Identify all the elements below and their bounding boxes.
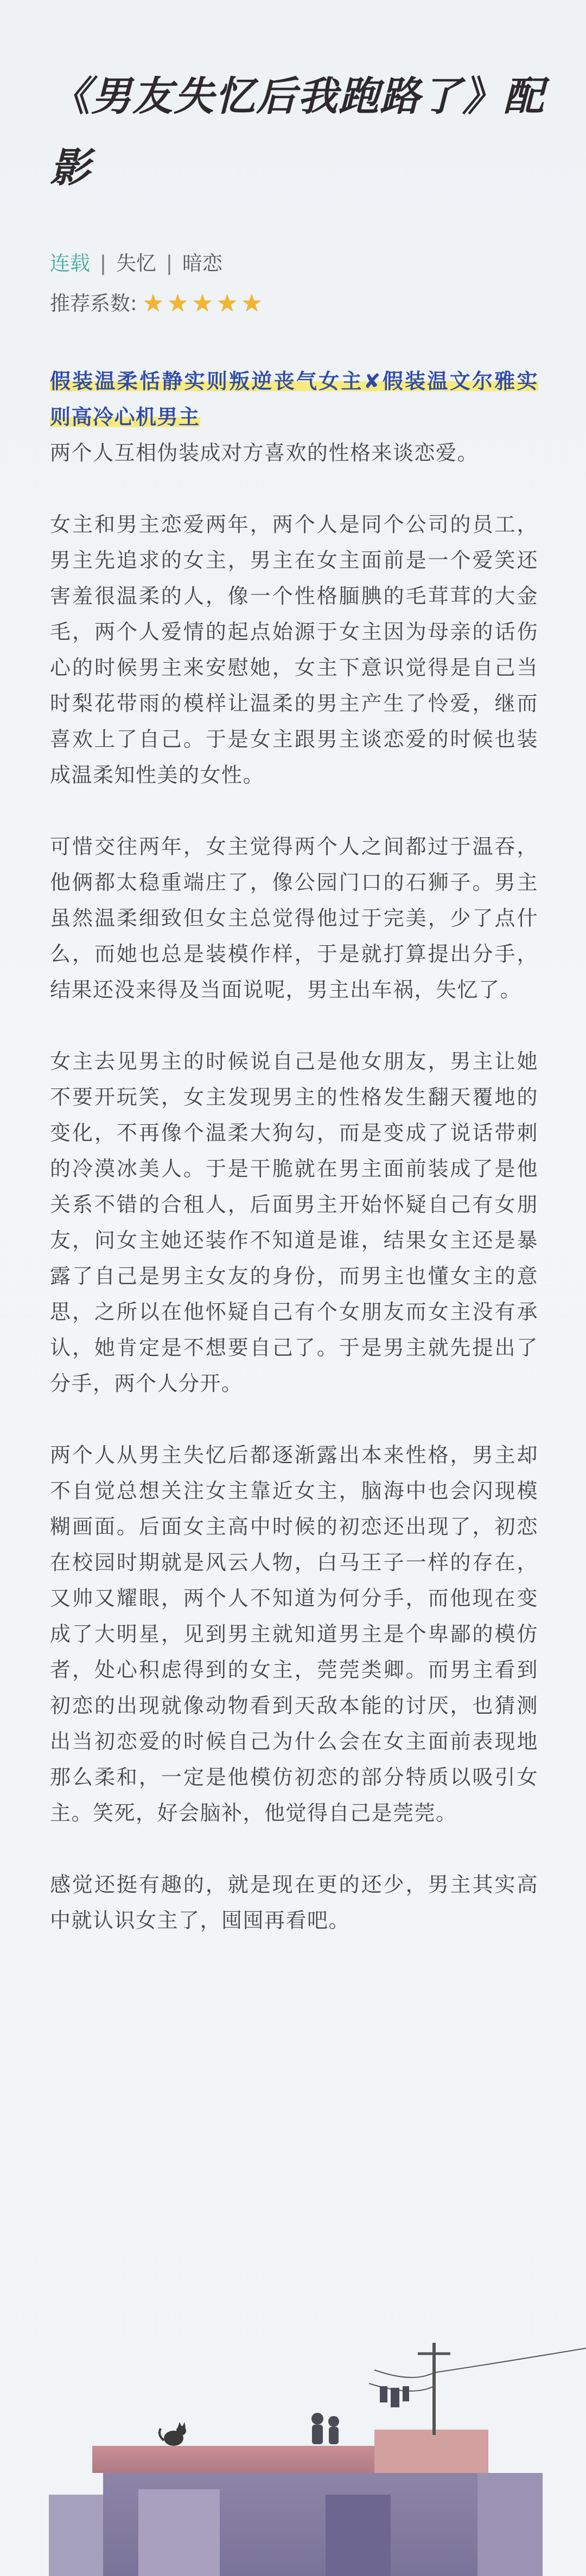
star-icon: ★ bbox=[241, 290, 263, 317]
tag-line bbox=[50, 247, 222, 280]
paragraph: 女主和男主恋爱两年，两个人是同个公司的员工，男主先追求的女主，男主在女主面前是一个爱笑还害羞很温柔的人，像一个性格腼腆的毛茸茸的大金毛，两个人爱情的起点始源于女主因为母亲的话伤心的时候男主来安慰她，女主下意识觉得是自己当时梨花带雨的模样让温柔的男主产生了怜爱，继而喜欢上了自己。于是女主跟男主谈恋爱的时候也装成温柔知性美的女性。 bbox=[50, 512, 538, 787]
star-icon: ★ bbox=[167, 290, 189, 317]
star-icon: ★ bbox=[142, 290, 164, 317]
rating-stars bbox=[142, 287, 262, 320]
paragraph: 可惜交往两年，女主觉得两个人之间都过于温吞，他俩都太稳重端庄了，像公园门口的石狮子。男主虽然温柔细致但女主总觉得他过于完美，少了点什么，而她也总是装模作样，于是就打算提出分手，结果还没来得及当面说呢，男主出车祸，失忆了。 bbox=[50, 835, 538, 1002]
utility-pole bbox=[369, 2343, 586, 2435]
page-title: 《男友失忆后我跑路了》配影 bbox=[50, 73, 545, 191]
star-icon: ★ bbox=[216, 290, 238, 317]
cat-silhouette bbox=[160, 2422, 186, 2446]
rating-row bbox=[50, 287, 263, 320]
summary-block bbox=[50, 363, 538, 471]
paragraph: 两个人从男主失忆后都逐渐露出本来性格，男主却不自觉总想关注女主靠近女主，脑海中也会闪现模糊画面。后面女主高中时候的初恋还出现了，初恋在校园时期就是风云人物，白马王子一样的存在，又帅又耀眼，两个人不知道为何分手，而他现在变成了大明星，见到男主就知道男主是个卑鄙的模仿者，处心积虑得到的女主，莞莞类卿。而男主看到初恋的出现就像动物看到天敌本能的讨厌，也猜测出当初恋爱的时候自己为什么会在女主面前表现地那么柔和，一定是他模仿初恋的部分特质以吸引女主。笑死，好会脑补，他觉得自己是莞莞。 bbox=[50, 1443, 538, 1825]
rating-label: 推荐系数: bbox=[50, 292, 137, 315]
building-shape bbox=[49, 2430, 543, 2576]
lead-sentence: 两个人互相伪装成对方喜欢的性格来谈恋爱。 bbox=[50, 441, 479, 465]
genre-tag: 失忆 bbox=[116, 252, 156, 275]
tag-separator: | bbox=[99, 252, 107, 275]
paragraph: 女主去见男主的时候说自己是他女朋友，男主让她不要开玩笑，女主发现男主的性格发生翻天覆地的变化，不再像个温柔大狗勾，而是变成了说话带刺的冷漠冰美人。于是干脆就在男主面前装成了是他关系不错的合租人，后面男主开始怀疑自己有女朋友，问女主她还装作不知道是谁，结果女主还是暴露了自己是男主女友的身份，而男主也懂女主的意思，之所以在他怀疑自己有个女朋友而女主没有承认，她肯定是不想要自己了。于是男主就先提出了分手，两个人分开。 bbox=[50, 1049, 538, 1395]
rooftop-illustration bbox=[0, 2332, 586, 2576]
tag-separator: | bbox=[165, 252, 173, 275]
people-silhouettes bbox=[311, 2413, 339, 2444]
review-body bbox=[50, 363, 538, 1974]
genre-tag: 暗恋 bbox=[182, 252, 222, 275]
status-tag[interactable]: 连载 bbox=[50, 252, 90, 275]
paragraph: 感觉还挺有趣的，就是现在更的还少，男主其实高中就认识女主了，囤囤再看吧。 bbox=[50, 1873, 538, 1932]
highlight-summary: 假装温柔恬静实则叛逆丧气女主✘假装温文尔雅实则高冷心机男主 bbox=[50, 369, 538, 429]
star-icon: ★ bbox=[192, 290, 213, 317]
laundry bbox=[380, 2386, 409, 2407]
